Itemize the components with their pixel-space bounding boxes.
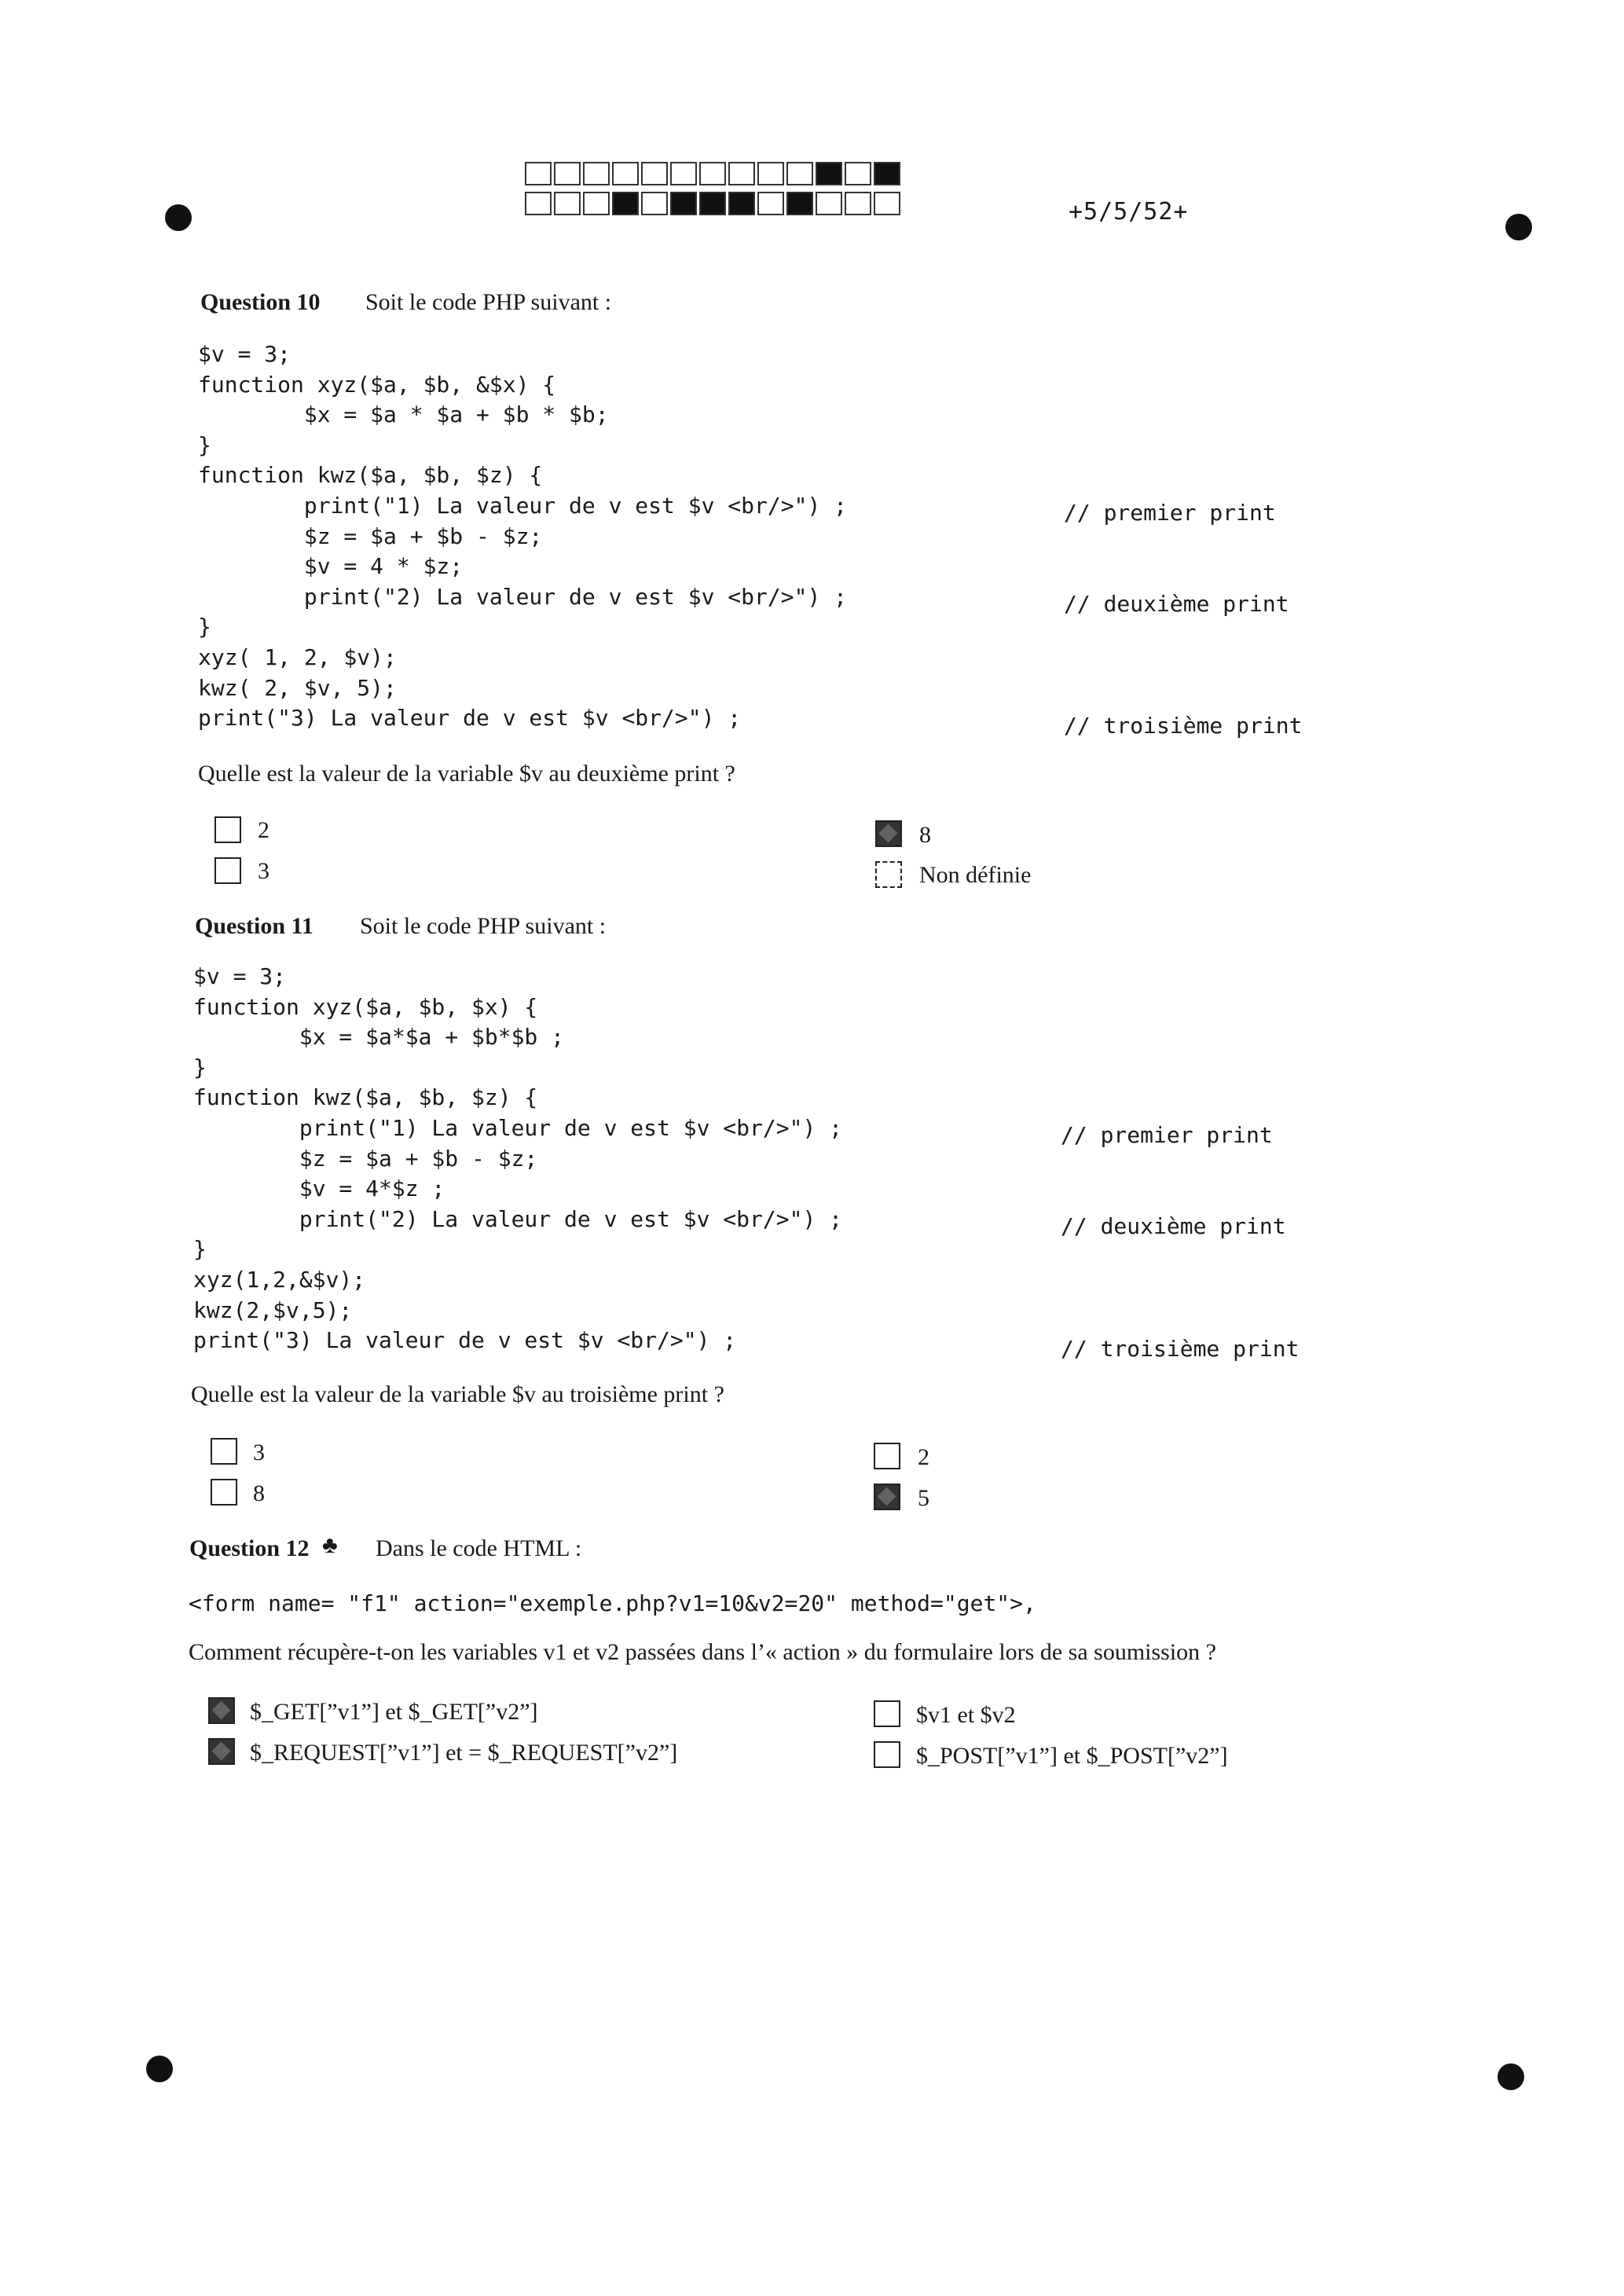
answer-checkbox[interactable] xyxy=(874,1700,900,1727)
answer-label: Non définie xyxy=(919,862,1032,888)
code-line: kwz( 2, $v, 5); xyxy=(198,674,397,701)
barcode-cell xyxy=(816,192,842,215)
barcode-cell xyxy=(699,162,726,185)
barcode-cell xyxy=(816,162,842,185)
barcode-cell xyxy=(525,162,552,185)
question-12-intro: Dans le code HTML : xyxy=(376,1535,582,1561)
barcode-cell xyxy=(728,162,755,185)
code-line: kwz(2,$v,5); xyxy=(193,1297,353,1323)
question-11-label: Question 11 xyxy=(195,913,313,939)
barcode-cell xyxy=(845,162,871,185)
barcode-cell xyxy=(641,162,668,185)
code-line: $x = $a*$a + $b*$b ; xyxy=(193,1024,565,1051)
barcode-cell xyxy=(874,162,900,185)
barcode-cell xyxy=(845,192,871,215)
code-comment: // troisième print xyxy=(1064,713,1303,739)
code-line: $v = 3; xyxy=(193,963,287,989)
barcode-cell xyxy=(612,162,639,185)
code-comment: // deuxième print xyxy=(1064,591,1289,617)
code-line: print("2) La valeur de v est $v <br/>") ; xyxy=(193,1205,843,1232)
barcode-cell xyxy=(583,162,610,185)
answer-label: $v1 et $v2 xyxy=(916,1702,1016,1728)
code-line: } xyxy=(193,1054,207,1080)
question-10-prompt: Quelle est la valeur de la variable $v au deuxième print ? xyxy=(198,761,735,787)
club-icon: ♣ xyxy=(322,1532,338,1558)
code-comment: // troisième print xyxy=(1061,1336,1300,1362)
answer-checkbox[interactable] xyxy=(211,1438,237,1465)
answer-checkbox-checked[interactable] xyxy=(875,820,902,847)
answer-checkbox-checked[interactable] xyxy=(874,1484,900,1510)
barcode-cell xyxy=(699,192,726,215)
answer-label: $_REQUEST[”v1”] et = $_REQUEST[”v2”] xyxy=(250,1740,678,1766)
code-comment: // premier print xyxy=(1061,1122,1273,1148)
answer-checkbox[interactable] xyxy=(211,1479,237,1506)
registration-mark-bottom-right xyxy=(1498,2063,1524,2090)
code-line: $v = 4 * $z; xyxy=(198,553,464,580)
registration-mark-top-left xyxy=(165,204,192,231)
barcode-top-row xyxy=(525,162,903,187)
barcode-cell xyxy=(874,192,900,215)
code-line: function xyz($a, $b, $x) { xyxy=(193,993,538,1020)
question-12-prompt: Comment récupère-t-on les variables v1 et v2 passées dans l’« action » du formulaire lors de sa soumission ? xyxy=(189,1639,1216,1665)
barcode-cell xyxy=(525,192,552,215)
barcode-cell xyxy=(786,162,813,185)
answer-checkbox[interactable] xyxy=(874,1741,900,1768)
code-comment: // deuxième print xyxy=(1061,1213,1286,1239)
code-line: $x = $a * $a + $b * $b; xyxy=(198,402,609,428)
code-line: $z = $a + $b - $z; xyxy=(193,1145,538,1172)
barcode-cell xyxy=(612,192,639,215)
answer-checkbox[interactable] xyxy=(875,861,902,888)
code-line: $z = $a + $b - $z; xyxy=(198,523,543,549)
answer-label: 5 xyxy=(918,1485,929,1511)
answer-checkbox[interactable] xyxy=(214,816,241,843)
code-line: $v = 4*$z ; xyxy=(193,1176,445,1202)
answer-label: $_GET[”v1”] et $_GET[”v2”] xyxy=(250,1699,538,1725)
answer-checkbox-checked[interactable] xyxy=(208,1738,235,1765)
answer-label: 2 xyxy=(258,817,269,843)
code-line: xyz(1,2,&$v); xyxy=(193,1266,366,1293)
answer-label: 3 xyxy=(258,858,269,884)
question-10-code xyxy=(198,339,847,734)
code-line: print("1) La valeur de v est $v <br/>") ; xyxy=(198,492,848,519)
code-line: function xyz($a, $b, &$x) { xyxy=(198,371,556,398)
barcode-cell xyxy=(757,192,784,215)
barcode-cell xyxy=(757,162,784,185)
barcode-cell xyxy=(670,192,697,215)
code-line: } xyxy=(198,614,211,640)
code-line: function kwz($a, $b, $z) { xyxy=(198,462,543,489)
answer-label: 8 xyxy=(919,822,931,848)
barcode-cell xyxy=(554,192,581,215)
answer-checkbox[interactable] xyxy=(214,857,241,884)
code-line: } xyxy=(198,431,211,458)
question-11-prompt: Quelle est la valeur de la variable $v au troisième print ? xyxy=(191,1381,724,1407)
question-11-intro: Soit le code PHP suivant : xyxy=(360,913,607,939)
code-line: print("3) La valeur de v est $v <br/>") ; xyxy=(198,705,742,732)
answer-checkbox[interactable] xyxy=(874,1443,900,1469)
code-line: xyz( 1, 2, $v); xyxy=(198,644,397,670)
barcode-cell xyxy=(641,192,668,215)
answer-checkbox-checked[interactable] xyxy=(208,1697,235,1724)
question-10-intro: Soit le code PHP suivant : xyxy=(365,289,612,315)
answer-label: 2 xyxy=(918,1444,929,1470)
barcode-cell xyxy=(554,162,581,185)
code-line: } xyxy=(193,1236,207,1263)
barcode-bottom-row xyxy=(525,192,903,217)
code-comment: // premier print xyxy=(1064,500,1276,526)
page-code: +5/5/52+ xyxy=(1069,198,1189,226)
question-11-code xyxy=(193,962,842,1356)
barcode-cell xyxy=(786,192,813,215)
code-line: function kwz($a, $b, $z) { xyxy=(193,1084,538,1111)
barcode-cell xyxy=(670,162,697,185)
code-line: print("3) La valeur de v est $v <br/>") ; xyxy=(193,1327,737,1354)
code-line: print("2) La valeur de v est $v <br/>") ; xyxy=(198,583,848,610)
answer-label: 3 xyxy=(253,1440,265,1465)
code-line: $v = 3; xyxy=(198,341,291,367)
question-12-code: <form name= "f1" action="exemple.php?v1=10&v2=20" method="get">, xyxy=(189,1590,1036,1616)
barcode-cell xyxy=(728,192,755,215)
registration-mark-bottom-left xyxy=(146,2056,173,2082)
question-12-label: Question 12 xyxy=(189,1535,310,1561)
answer-label: $_POST[”v1”] et $_POST[”v2”] xyxy=(916,1743,1228,1769)
barcode-cell xyxy=(583,192,610,215)
code-line: print("1) La valeur de v est $v <br/>") ; xyxy=(193,1114,843,1141)
answer-label: 8 xyxy=(253,1480,265,1506)
question-10-label: Question 10 xyxy=(200,289,321,315)
registration-mark-top-right xyxy=(1505,214,1532,240)
